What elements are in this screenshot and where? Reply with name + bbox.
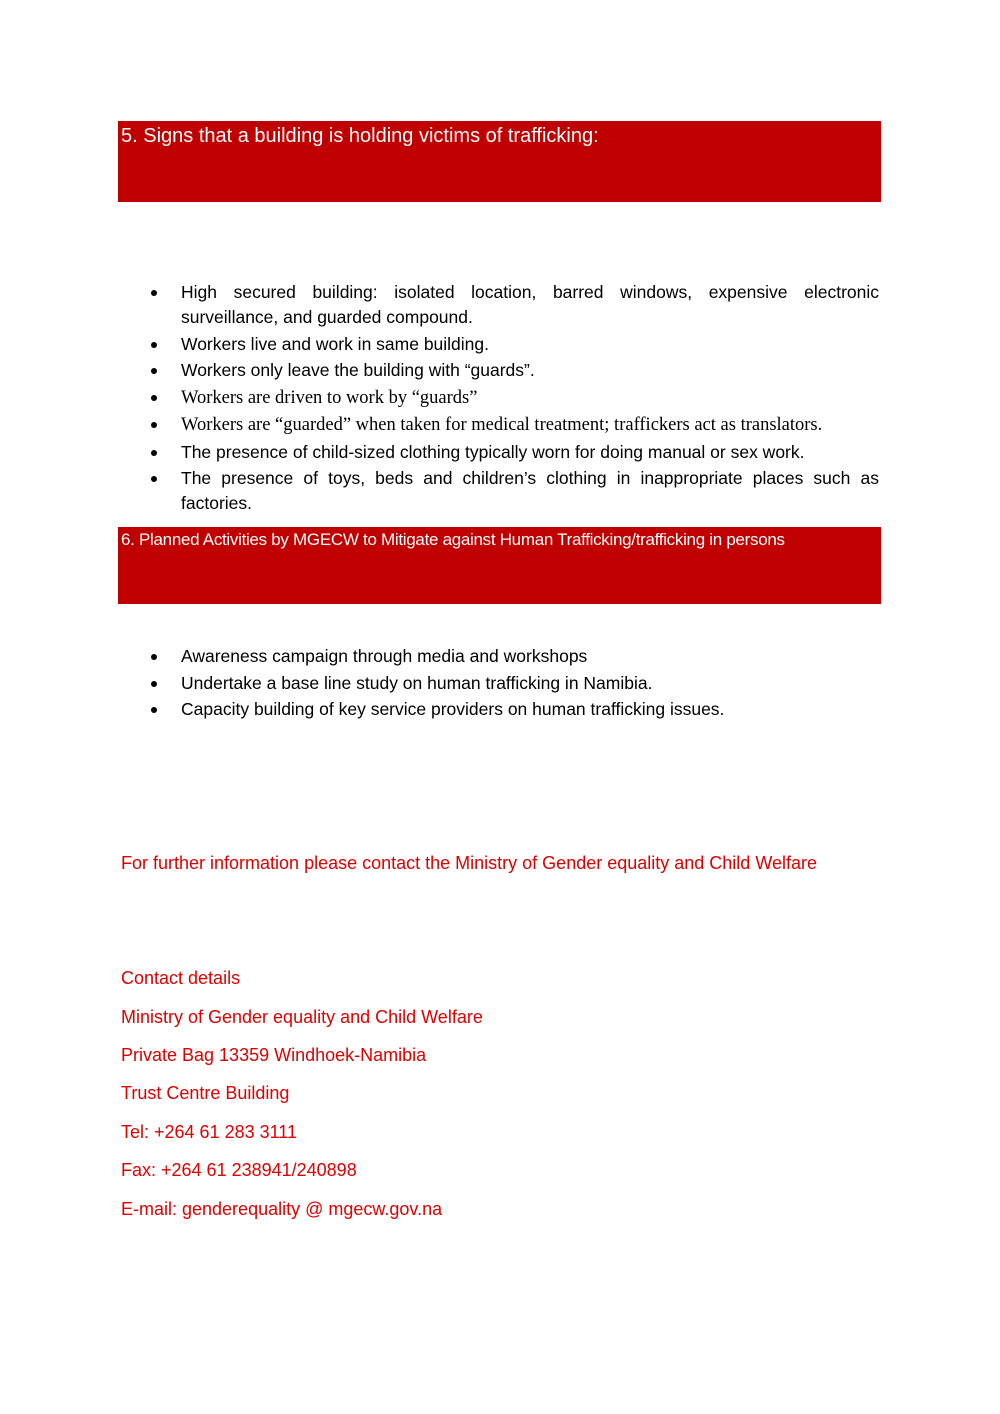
section-5-title: 5. Signs that a building is holding victims of trafficking: bbox=[121, 125, 599, 147]
contact-email: E-mail: genderequality @ mgecw.gov.na bbox=[121, 1199, 443, 1219]
list-item-text: Workers are driven to work by “guards” bbox=[181, 387, 478, 408]
further-information-note: For further information please contact the Ministry of Gender equality and Child Welfare bbox=[121, 853, 818, 873]
bullet-icon bbox=[151, 450, 157, 456]
bullet-icon bbox=[151, 422, 157, 428]
section-6-title: 6. Planned Activities by MGECW to Mitigate against Human Trafficking/trafficking in persons bbox=[121, 530, 785, 549]
contact-fax: Fax: +264 61 238941/240898 bbox=[121, 1160, 357, 1180]
contact-building: Trust Centre Building bbox=[121, 1083, 290, 1103]
list-item-text: The presence of child-sized clothing typically worn for doing manual or sex work. bbox=[181, 441, 805, 462]
contact-telephone: Tel: +264 61 283 3111 bbox=[121, 1122, 297, 1142]
list-item-text: Workers live and work in same building. bbox=[181, 333, 490, 354]
list-item bbox=[148, 466, 879, 516]
bullet-icon bbox=[151, 654, 157, 660]
contact-heading: Contact details bbox=[121, 968, 241, 988]
bullet-icon bbox=[151, 707, 157, 713]
section-5-list bbox=[148, 280, 879, 518]
bullet-icon bbox=[151, 368, 157, 374]
list-item-text: High secured building: isolated location, barred windows, expensive electronic surveillance, and guarded compound. bbox=[181, 282, 879, 327]
list-item-text: Undertake a base line study on human trafficking in Namibia. bbox=[181, 672, 653, 693]
list-item bbox=[148, 440, 879, 465]
list-item bbox=[148, 358, 879, 383]
contact-address: Private Bag 13359 Windhoek-Namibia bbox=[121, 1045, 427, 1065]
bullet-icon bbox=[151, 476, 157, 482]
section-5-header-band bbox=[118, 121, 881, 202]
section-6-list bbox=[148, 644, 879, 724]
list-item bbox=[148, 644, 879, 669]
list-item-text: Workers only leave the building with “guards”. bbox=[181, 360, 535, 380]
list-item bbox=[148, 697, 879, 722]
bullet-icon bbox=[151, 681, 157, 687]
bullet-icon bbox=[151, 290, 157, 296]
list-item-text: Workers are “guarded” when taken for medical treatment; traffickers act as translators. bbox=[181, 415, 823, 435]
section-6-header-band bbox=[118, 527, 881, 604]
list-item-text: The presence of toys, beds and children’s clothing in inappropriate places such as factories. bbox=[181, 468, 879, 513]
list-item-text: Capacity building of key service providers on human trafficking issues. bbox=[181, 699, 725, 719]
list-item bbox=[148, 671, 879, 696]
bullet-icon bbox=[151, 342, 157, 348]
list-item bbox=[148, 332, 879, 357]
contact-ministry: Ministry of Gender equality and Child Welfare bbox=[121, 1007, 483, 1027]
bullet-icon bbox=[151, 395, 157, 401]
list-item-text: Awareness campaign through media and workshops bbox=[181, 646, 588, 666]
list-item bbox=[148, 412, 879, 438]
list-item bbox=[148, 280, 879, 330]
list-item bbox=[148, 385, 879, 411]
